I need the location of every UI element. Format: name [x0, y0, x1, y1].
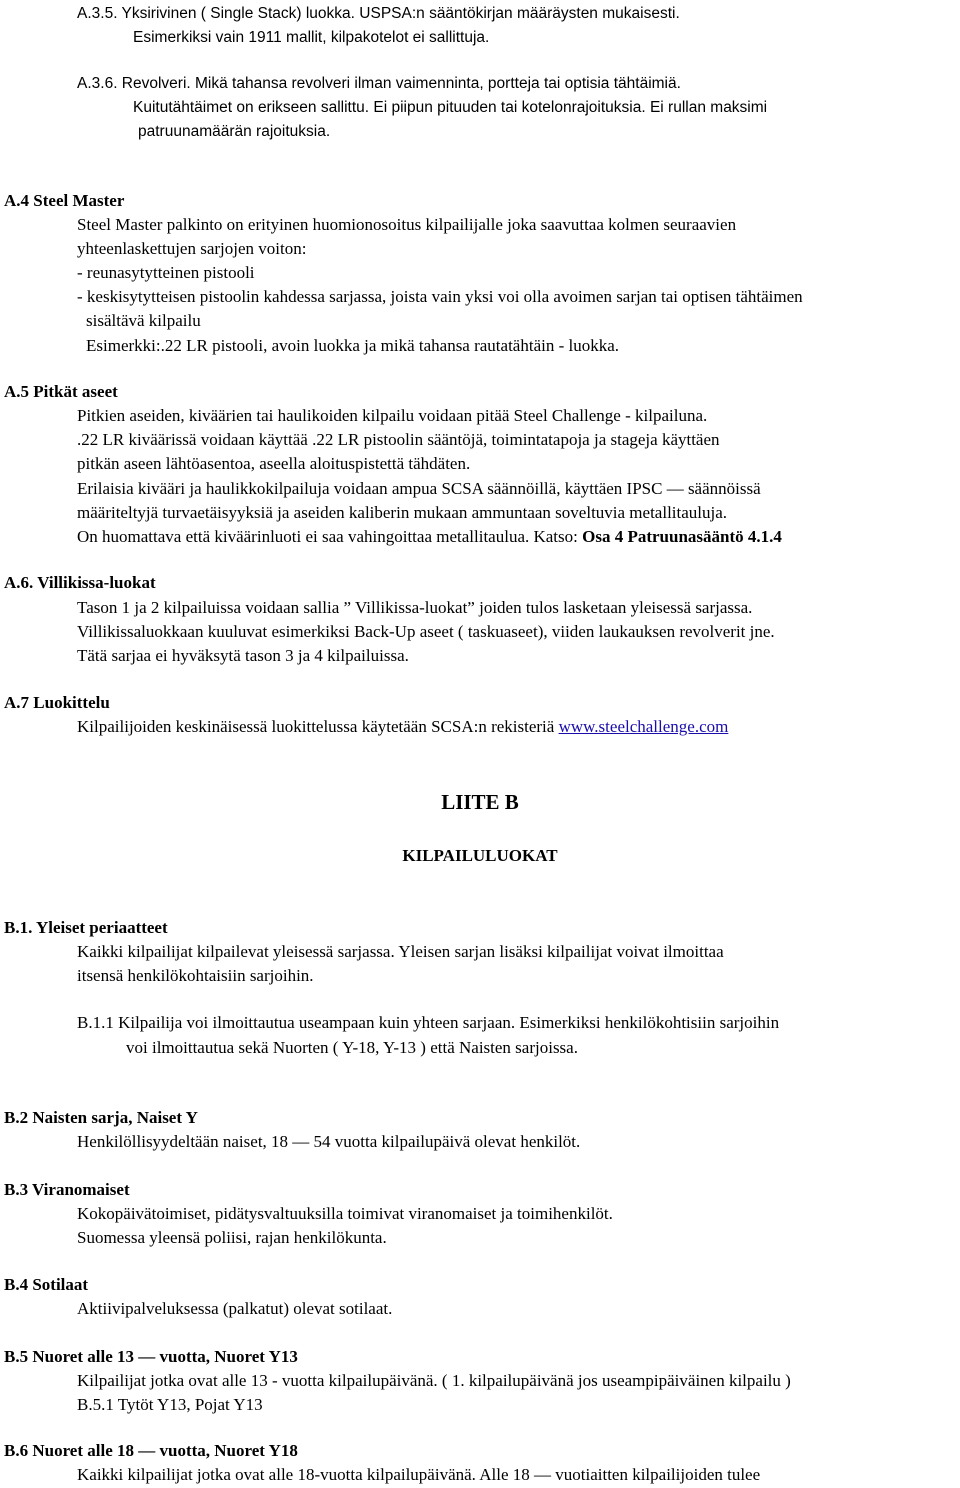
section-b2-heading: B.2 Naisten sarja, Naiset Y: [4, 1108, 198, 1127]
section-b1-line-1: Kaikki kilpailijat kilpailevat yleisessä sarjassa. Yleisen sarjan lisäksi kilpailijat voivat ilmoittaa: [77, 942, 724, 961]
section-a5-reference: Osa 4 Patruunasääntö 4.1.4: [582, 527, 782, 546]
section-b11-line-2: voi ilmoittautua sekä Nuorten ( Y-18, Y-13 ) että Naisten sarjoissa.: [126, 1038, 578, 1057]
section-a5-line-5: määriteltyjä turvaetäisyyksiä ja aseiden kaliberin mukaan ammuntaan soveltuvia metallitauluja.: [77, 503, 728, 522]
section-b3-line-1: Kokopäivätoimiset, pidätysvaltuuksilla toimivat viranomaiset ja toimihenkilöt.: [77, 1204, 613, 1223]
section-a35-line-2: Esimerkiksi vain 1911 mallit, kilpakotelot ei sallittuja.: [133, 29, 490, 46]
section-a4-line-4: - keskisytytteisen pistoolin kahdessa sarjassa, joista vain yksi voi olla avoimen sarjan tai optisen tähtäimen: [77, 287, 803, 306]
section-b6-heading: B.6 Nuoret alle 18 — vuotta, Nuoret Y18: [4, 1441, 298, 1460]
section-b1-heading: B.1. Yleiset periaatteet: [4, 918, 168, 937]
section-b4-heading: B.4 Sotilaat: [4, 1275, 89, 1294]
section-a7-line-1: [77, 717, 728, 737]
section-a4-heading: A.4 Steel Master: [4, 191, 125, 210]
section-b11-line-1: B.1.1 Kilpailija voi ilmoittautua useampaan kuin yhteen sarjaan. Esimerkiksi henkilökohtisiin sarjoihin: [77, 1013, 780, 1032]
section-a4-line-6: Esimerkki:.22 LR pistooli, avoin luokka ja mikä tahansa rautatähtäin - luokka.: [86, 336, 620, 355]
section-a5-line-4: Erilaisia kivääri ja haulikkokilpailuja voidaan ampua SCSA säännöillä, käyttäen IPSC — säännöissä: [77, 479, 761, 498]
section-b3-line-2: Suomessa yleensä poliisi, rajan henkilökunta.: [77, 1228, 387, 1247]
section-a4-line-1: Steel Master palkinto on erityinen huomionosoitus kilpailijalle joka saavuttaa kolmen seuraavien: [77, 215, 737, 234]
section-a36-line-2: Kuitutähtäimet on erikseen sallittu. Ei piipun pituuden tai kotelonrajoituksia. Ei rullan maksimi: [133, 99, 768, 116]
section-a4-line-5: sisältävä kilpailu: [86, 311, 201, 330]
section-b5-line-2: B.5.1 Tytöt Y13, Pojat Y13: [77, 1395, 263, 1414]
section-a5-line-1: Pitkien aseiden, kiväärien tai haulikoiden kilpailu voidaan pitää Steel Challenge - kilpailuna.: [77, 406, 708, 425]
section-a6-heading: A.6. Villikissa-luokat: [4, 573, 156, 592]
section-a4-line-3: - reunasytytteinen pistooli: [77, 263, 255, 282]
section-b1-line-2: itsensä henkilökohtaisiin sarjoihin.: [77, 966, 314, 985]
appendix-title: LIITE B: [441, 790, 519, 814]
section-b6-line-1: Kaikki kilpailijat jotka ovat alle 18-vuotta kilpailupäivänä. Alle 18 — vuotiaitten kilpailijoiden tulee: [77, 1465, 761, 1484]
appendix-subtitle: KILPAILULUOKAT: [402, 846, 558, 865]
section-a4-line-2: yhteenlaskettujen sarjojen voiton:: [77, 239, 307, 258]
section-a7-line-1-text: Kilpailijoiden keskinäisessä luokittelussa käytetään SCSA:n rekisteriä: [77, 717, 559, 736]
section-a6-line-2: Villikissaluokkaan kuuluvat esimerkiksi Back-Up aseet ( taskuaseet), viiden laukauksen revolverit jne.: [77, 622, 775, 641]
section-a5-line-3: pitkän aseen lähtöasentoa, aseella aloituspistettä tähdäten.: [77, 454, 471, 473]
section-a5-line-6: [77, 527, 782, 547]
section-a5-line-6-text: On huomattava että kiväärinluoti ei saa vahingoittaa metallitaulua. Katso:: [77, 527, 583, 546]
section-a5-heading: A.5 Pitkät aseet: [4, 382, 118, 401]
section-a36-line-3: patruunamäärän rajoituksia.: [138, 123, 331, 140]
section-a6-line-1: Tason 1 ja 2 kilpailuissa voidaan sallia ” Villikissa-luokat” joiden tulos lasketaan yleisessä sarjassa.: [77, 598, 753, 617]
section-a35-line-1: A.3.5. Yksirivinen ( Single Stack) luokka. USPSA:n sääntökirjan määräysten mukaisesti.: [77, 5, 680, 22]
section-b2-line-1: Henkilöllisyydeltään naiset, 18 — 54 vuotta kilpailupäivä olevat henkilöt.: [77, 1132, 581, 1151]
section-a5-line-2: .22 LR kiväärissä voidaan käyttää .22 LR pistoolin sääntöjä, toimintatapoja ja stageja käyttäen: [77, 430, 720, 449]
section-b4-line-1: Aktiivipalveluksessa (palkatut) olevat sotilaat.: [77, 1299, 393, 1318]
section-a7-heading: A.7 Luokittelu: [4, 693, 110, 712]
section-a36-line-1: A.3.6. Revolveri. Mikä tahansa revolveri ilman vaimenninta, portteja tai optisia tähtäimiä.: [77, 75, 681, 92]
section-a6-line-3: Tätä sarjaa ei hyväksytä tason 3 ja 4 kilpailuissa.: [77, 646, 409, 665]
section-b3-heading: B.3 Viranomaiset: [4, 1180, 130, 1199]
section-b5-line-1: Kilpailijat jotka ovat alle 13 - vuotta kilpailupäivänä. ( 1. kilpailupäivänä jos useampipäiväinen kilpailu ): [77, 1371, 791, 1390]
steelchallenge-link[interactable]: www.steelchallenge.com: [558, 717, 729, 736]
section-b5-heading: B.5 Nuoret alle 13 — vuotta, Nuoret Y13: [4, 1347, 298, 1366]
